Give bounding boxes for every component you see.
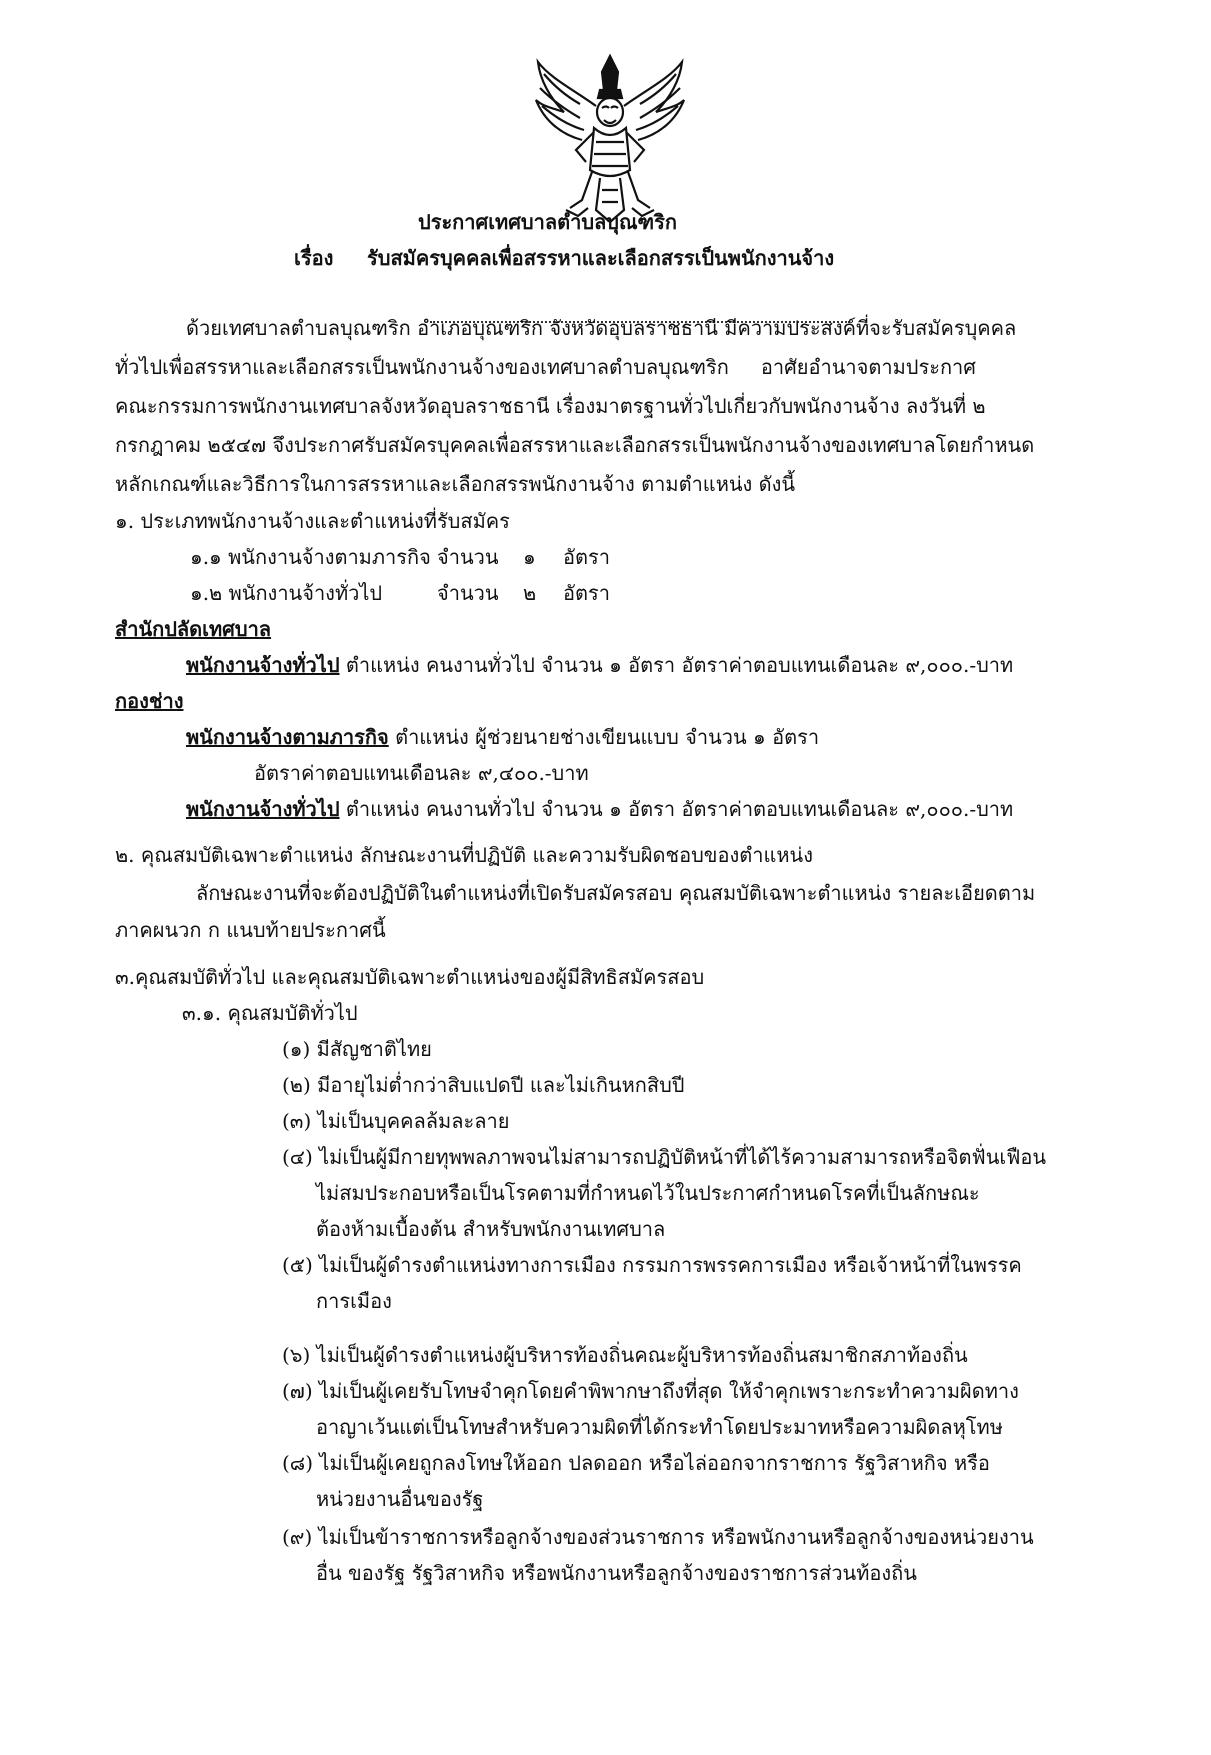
- section2-text-2: ภาคผนวก ก แนบท้ายประกาศนี้: [115, 918, 386, 942]
- qualification-1: (๑) มีสัญชาติไทย: [282, 1037, 432, 1061]
- position-type-1-count-label: จำนวน: [437, 545, 499, 569]
- office1-employee-type: พนักงานจ้างทั่วไป: [186, 653, 340, 677]
- position-type-2-unit: อัตรา: [563, 581, 610, 605]
- office2-position-row-1: [186, 722, 819, 756]
- office2-position-detail-2: ตำแหน่ง คนงานทั่วไป จำนวน ๑ อัตรา อัตราค่าตอบแทนเดือนละ ๙,๐๐๐.-บาท: [339, 797, 1014, 821]
- position-type-2-count: ๒: [523, 581, 537, 605]
- qualification-9: (๙) ไม่เป็นข้าราชการหรือลูกจ้างของส่วนราชการ หรือพนักงานหรือลูกจ้างของหน่วยงาน: [282, 1525, 1034, 1549]
- position-type-2-count-label: จำนวน: [437, 581, 499, 605]
- subject-label: เรื่อง: [294, 246, 334, 270]
- section2-heading: ๒. คุณสมบัติเฉพาะตำแหน่ง ลักษณะงานที่ปฏิบัติ และความรับผิดชอบของตำแหน่ง: [115, 843, 813, 867]
- qualification-5-cont-1: การเมือง: [316, 1289, 392, 1313]
- office2-position-row-2: [186, 794, 1013, 828]
- qualification-4: (๔) ไม่เป็นผู้มีกายทุพพลภาพจนไม่สามารถปฏิบัติหน้าที่ได้ไร้ความสามารถหรือจิตฟั่นเฟือน: [282, 1145, 1047, 1169]
- qualification-8-cont-1: หน่วยงานอื่นของรัฐ: [316, 1487, 484, 1511]
- office1-position-row: [186, 650, 1013, 684]
- office-name-1: สำนักปลัดเทศบาล: [115, 617, 272, 641]
- section3-subheading: ๓.๑. คุณสมบัติทั่วไป: [182, 1001, 358, 1025]
- qualification-6: (๖) ไม่เป็นผู้ดำรงตำแหน่งผู้บริหารท้องถิ่นคณะผู้บริหารท้องถิ่นสมาชิกสภาท้องถิ่น: [282, 1343, 968, 1367]
- garuda-emblem-icon: [530, 50, 690, 226]
- position-type-1-unit: อัตรา: [563, 545, 610, 569]
- section2-text-1: ลักษณะงานที่จะต้องปฏิบัติในตำแหน่งที่เปิดรับสมัครสอบ คุณสมบัติเฉพาะตำแหน่ง รายละเอียดตาม: [196, 881, 1036, 905]
- intro-line-1: ด้วยเทศบาลตำบลบุณฑริก อำเภอบุณฑริก จังหวัดอุบลราชธานี มีความประสงค์ที่จะรับสมัครบุคคล: [186, 316, 1017, 340]
- qualification-9-cont-1: อื่น ของรัฐ รัฐวิสาหกิจ หรือพนักงานหรือลูกจ้างของราชการส่วนท้องถิ่น: [316, 1561, 917, 1585]
- office1-position-detail: ตำแหน่ง คนงานทั่วไป จำนวน ๑ อัตรา อัตราค่าตอบแทนเดือนละ ๙,๐๐๐.-บาท: [339, 653, 1014, 677]
- qualification-4-cont-2: ต้องห้ามเบื้องต้น สำหรับพนักงานเทศบาล: [316, 1217, 666, 1241]
- qualification-3: (๓) ไม่เป็นบุคคลล้มละลาย: [282, 1109, 510, 1133]
- qualification-4-cont-1: ไม่สมประกอบหรือเป็นโรคตามที่กำหนดไว้ในประกาศกำหนดโรคที่เป็นลักษณะ: [316, 1181, 980, 1205]
- subject-text: รับสมัครบุคคลเพื่อสรรหาและเลือกสรรเป็นพนักงานจ้าง: [367, 246, 835, 270]
- intro-line-5: หลักเกณฑ์และวิธีการในการสรรหาและเลือกสรรพนักงานจ้าง ตามตำแหน่ง ดังนี้: [115, 472, 796, 496]
- intro-line-4: กรกฎาคม ๒๕๔๗ จึงประกาศรับสมัครบุคคลเพื่อสรรหาและเลือกสรรเป็นพนักงานจ้างของเทศบาลโดยกำหนด: [115, 433, 1035, 457]
- document-title: ประกาศเทศบาลตำบลบุณฑริก: [418, 210, 677, 234]
- qualification-2: (๒) มีอายุไม่ต่ำกว่าสิบแปดปี และไม่เกินหกสิบปี: [282, 1073, 685, 1097]
- intro-line-2: ทั่วไปเพื่อสรรหาและเลือกสรรเป็นพนักงานจ้างของเทศบาลตำบลบุณฑริก อาศัยอำนาจตามประกาศ: [115, 355, 976, 379]
- section3-heading: ๓.คุณสมบัติทั่วไป และคุณสมบัติเฉพาะตำแหน่งของผู้มีสิทธิสมัครสอบ: [115, 965, 705, 989]
- section1-heading: ๑. ประเภทพนักงานจ้างและตำแหน่งที่รับสมัคร: [115, 509, 510, 533]
- qualification-7: (๗) ไม่เป็นผู้เคยรับโทษจำคุกโดยคำพิพากษาถึงที่สุด ให้จำคุกเพราะกระทำความผิดทาง: [282, 1379, 1019, 1403]
- position-type-1-label: ๑.๑ พนักงานจ้างตามภารกิจ: [190, 545, 431, 569]
- intro-line-3: คณะกรรมการพนักงานเทศบาลจังหวัดอุบลราชธานี เรื่องมาตรฐานทั่วไปเกี่ยวกับพนักงานจ้าง ลงวันที่ ๒: [115, 394, 986, 418]
- position-type-1-count: ๑: [523, 545, 536, 569]
- qualification-8: (๘) ไม่เป็นผู้เคยถูกลงโทษให้ออก ปลดออก หรือไล่ออกจากราชการ รัฐวิสาหกิจ หรือ: [282, 1451, 990, 1475]
- office-name-2: กองช่าง: [115, 689, 184, 713]
- office2-position-detail-1b: อัตราค่าตอบแทนเดือนละ ๙,๔๐๐.-บาท: [254, 761, 589, 785]
- office2-employee-type-1: พนักงานจ้างตามภารกิจ: [186, 725, 389, 749]
- office2-position-detail-1: ตำแหน่ง ผู้ช่วยนายช่างเขียนแบบ จำนวน ๑ อัตรา: [388, 725, 820, 749]
- qualification-7-cont-1: อาญาเว้นแต่เป็นโทษสำหรับความผิดที่ได้กระทำโดยประมาทหรือความผิดลหุโทษ: [316, 1415, 1003, 1439]
- position-type-2-label: ๑.๒ พนักงานจ้างทั่วไป: [190, 581, 383, 605]
- office2-employee-type-2: พนักงานจ้างทั่วไป: [186, 797, 340, 821]
- qualification-5: (๕) ไม่เป็นผู้ดำรงตำแหน่งทางการเมือง กรรมการพรรคการเมือง หรือเจ้าหน้าที่ในพรรค: [282, 1253, 1022, 1277]
